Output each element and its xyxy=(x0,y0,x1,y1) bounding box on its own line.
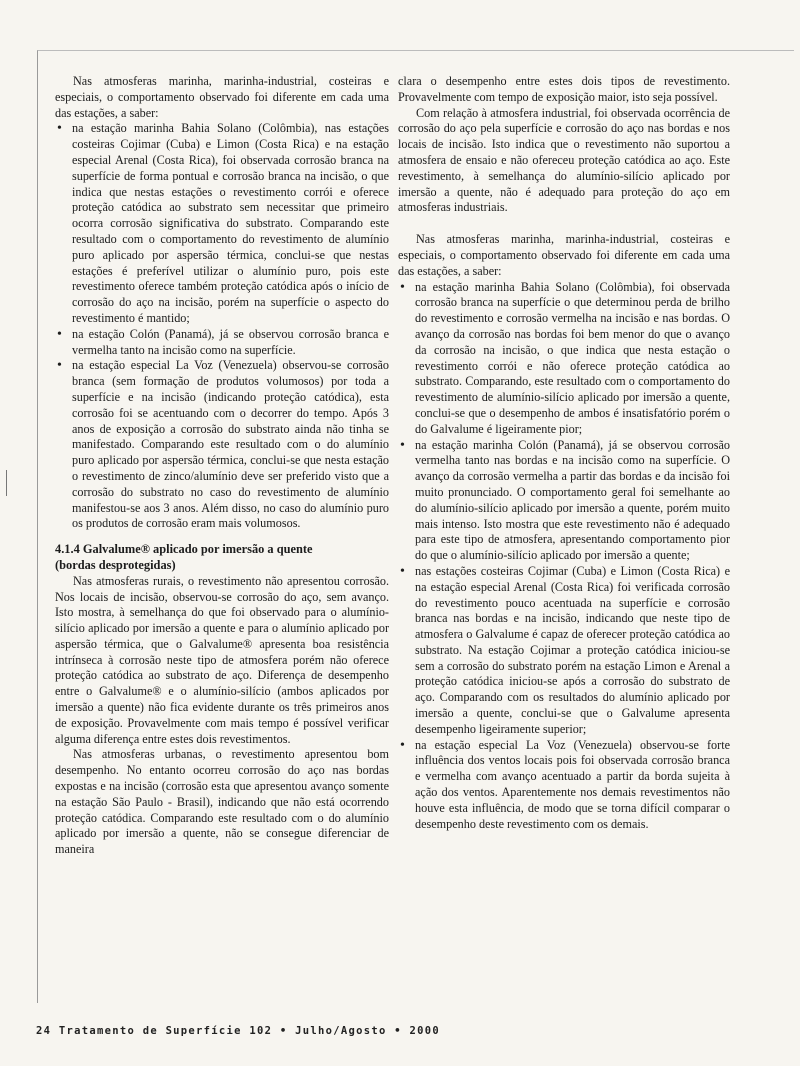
right-intro-paragraph: Nas atmosferas marinha, marinha-industrial, costeiras e especiais, o comportamento observado foi diferente em cada uma das estações, a saber: xyxy=(398,232,730,278)
industrial-paragraph: Com relação à atmosfera industrial, foi observada ocorrência de corrosão do aço pela superfície e corrosão do aço nas bordas e nos locais de incisão. Isto indica que o revestimento não suportou a atmosfera de ensaio e não ofereceu proteção catódica ao aço. Este revestimento, à semelhança do alumínio-silício aplicado por imersão a quente, não é adequado para proteção do aço em atmosferas industriais. xyxy=(398,105,730,215)
continuation-paragraph: clara o desempenho entre estes dois tipos de revestimento. Provavelmente com tempo de exposição maior, isto seja possível. xyxy=(398,74,730,104)
paragraph-spacer xyxy=(398,216,730,232)
list-item: • na estação especial La Voz (Venezuela) observou-se forte influência dos ventos locais pois foi observada corrosão branca e vermelha com avanço acentuado a partir da borda sujeita à ação dos ventos. Aparentemente nos demais revestimentos não houve esta influência, de modo que se torna difícil comparar o desempenho deste revestimento com os demais. xyxy=(398,738,730,833)
page-footer: 24 Tratamento de Superfície 102 • Julho/Agosto • 2000 xyxy=(36,1025,440,1037)
section-heading-line1: 4.1.4 Galvalume® aplicado por imersão a quente xyxy=(55,542,313,557)
right-bullet-list xyxy=(398,280,730,833)
left-bullet-list xyxy=(55,121,389,532)
list-item: • na estação Colón (Panamá), já se observou corrosão branca e vermelha tanto na incisão como na superfície. xyxy=(55,327,389,359)
right-column xyxy=(398,74,730,832)
list-item: • nas estações costeiras Cojimar (Cuba) e Limon (Costa Rica) e na estação especial Arenal (Costa Rica) foi verificada corrosão do revestimento pouco acentuada na superfície e corrosão branca nas bordas e na incisão, indicando que neste tipo de atmosfera o Galvalume é capaz de oferecer proteção catódica ao substrato. Na estação Cojimar a proteção catódica iniciou-se sem a corrosão do substrato porém na estação Limon e Arenal a proteção catódica iniciou-se após a corrosão do substrato de aço. Comparando com os resultados do alumínio aplicado por imersão a quente, conclui-se que o Galvalume apresenta desempenho ligeiramente superior; xyxy=(398,564,730,738)
binding-mark xyxy=(6,470,7,496)
urban-paragraph: Nas atmosferas urbanas, o revestimento apresentou bom desempenho. No entanto ocorreu corrosão do aço nas bordas expostas e na incisão (corrosão esta que apresentou avanço somente na estação São Paulo - Brasil), indicando que não está ocorrendo proteção catódica. Comparando este resultado com o do alumínio aplicado por imersão a quente, não se consegue diferenciar de maneira xyxy=(55,747,389,857)
section-heading-line2: (bordas desprotegidas) xyxy=(55,557,176,572)
list-item: • na estação marinha Bahia Solano (Colômbia), foi observada corrosão branca na superfície o que determinou perda de brilho do revestimento e corrosão vermelha na incisão e nas bordas. O avanço da corrosão nas bordas foi bem menor do que o avanço da corrosão na incisão, o que indica que nesta estação o revestimento corrói e não oferece proteção catódica ao substrato. Comparando, este resultado com o comportamento do revestimento de alumínio-silício aplicado por imersão a quente, conclui-se que o desempenho de ambos é insatisfatório porém o do Galvalume é ligeiramente pior; xyxy=(398,280,730,438)
left-intro-paragraph: Nas atmosferas marinha, marinha-industrial, costeiras e especiais, o comportamento observado foi diferente em cada uma das estações, a saber: xyxy=(55,74,389,120)
list-item: • na estação especial La Voz (Venezuela) observou-se corrosão branca (sem formação de produtos volumosos) por toda a superfície e na incisão (indicando proteção catódica), esta corrosão foi se acentuando com o decorrer do tempo. Após 3 anos de exposição a corrosão do substrato ainda não tinha se manifestado. Comparando este resultado com o do alumínio puro aplicado por aspersão térmica, conclui-se que nesta estação o revestimento de zinco/alumínio deve ser preferido visto que a corrosão do substrato no caso do revestimento de alumínio manifestou-se aos 3 anos. Além disso, no caso do alumínio puro os produtos de corrosão eram mais volumosos. xyxy=(55,358,389,532)
rural-paragraph: Nas atmosferas rurais, o revestimento não apresentou corrosão. Nos locais de incisão, observou-se corrosão do aço, sem avanço. Isto mostra, à semelhança do que foi observado para o alumínio-silício aplicado por imersão a quente e para o alumínio aplicado por aspersão térmica, que o Galvalume® apresenta boa resistência intrínseca à corrosão neste tipo de atmosfera porém não oferece proteção catódica ao substrato de aço. Diferença de desempenho entre o Galvalume® e o alumínio-silício (ambos aplicados por imersão a quente) não fica evidente durante os três primeiros anos de exposição. Provavelmente com mais tempo é possível verificar alguma diferença entre estes dois revestimentos. xyxy=(55,573,389,746)
left-column xyxy=(55,74,389,858)
list-item: • na estação marinha Colón (Panamá), já se observou corrosão vermelha tanto nas bordas e na incisão como na superfície. O avanço da corrosão vermelha a partir das bordas e da incisão foi muito pronunciado. O comportamento geral foi semelhante ao do alumínio-silício aplicado por imersão a quente, porém muito mais intenso. Isto mostra que este revestimento não é adequado para este tipo de atmosfera, apresentando comportamento pior do que o alumínio-silício aplicado por imersão a quente; xyxy=(398,438,730,564)
list-item: • na estação marinha Bahia Solano (Colômbia), nas estações costeiras Cojimar (Cuba) e Limon (Costa Rica) e na estação especial Arenal (Costa Rica), foi observada corrosão branca na superfície de forma pontual e corrosão branca na incisão, o que indica que nestas estações o revestimento corrói e oferece proteção catódica ao substrato sem necessitar que primeiro ocorra corrosão significativa do substrato. Comparando este resultado com o comportamento do revestimento de alumínio puro aplicado por aspersão térmica, conclui-se que nestas estações é preferível utilizar o alumínio puro, pois este revestimento oferece também proteção catódica após o início de corrosão do aço na incisão, porém na superfície o aspecto do revestimento é mantido; xyxy=(55,121,389,326)
section-heading xyxy=(55,542,389,574)
